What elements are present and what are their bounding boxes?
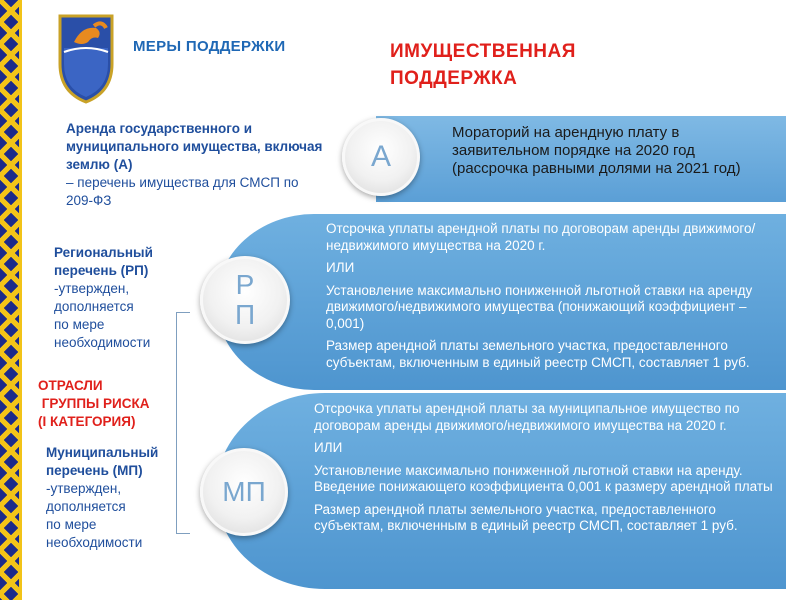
rp-item-or: ИЛИ: [326, 260, 355, 275]
support-measures-title: МЕРЫ ПОДДЕРЖКИ: [133, 38, 286, 55]
risk-group-label: ОТРАСЛИ ГРУППЫ РИСКА (I КАТЕГОРИЯ): [38, 378, 150, 429]
badge-rp: Р П: [200, 256, 290, 344]
regional-list-description: [54, 244, 184, 350]
municipal-title: Муниципальный перечень (МП): [46, 445, 159, 478]
rent-subtitle: – перечень имущества для СМСП по 209-ФЗ: [66, 175, 299, 208]
mp-item-land-rent: Размер арендной платы земельного участка, предоставленного субъектам, включенным в единый реестр СМСП, составляет 1 руб.: [314, 501, 738, 533]
badge-mp: МП: [200, 448, 288, 536]
ornamental-border: [0, 0, 22, 600]
regional-measures-text: [326, 221, 781, 377]
regional-body: -утвержден, дополняется по мере необходимости: [54, 281, 151, 350]
rp-item-deferral: Отсрочка уплаты арендной платы по договорам аренды движимого/недвижимого имущества на 2020 г.: [326, 221, 756, 253]
regional-title: Региональный перечень (РП): [54, 245, 153, 278]
mp-item-deferral: Отсрочка уплаты арендной платы за муниципальное имущество по договорам аренды движимого/недвижимого имущества на 2020 г.: [314, 401, 740, 433]
mp-item-reduced-rate: Установление максимально пониженной льготной ставки на аренду. Введение понижающего коэффициента 0,001 к размеру арендной платы: [314, 462, 773, 494]
mp-item-or: ИЛИ: [314, 440, 343, 455]
property-support-title: ИМУЩЕСТВЕННАЯ ПОДДЕРЖКА: [390, 41, 576, 89]
coat-of-arms-icon: [56, 12, 116, 104]
municipal-measures-text: [314, 401, 784, 541]
municipal-body: -утвержден, дополняется по мере необходимости: [46, 481, 143, 550]
rp-item-land-rent: Размер арендной платы земельного участка, предоставленного субъектам, включенным в единый реестр СМСП, составляет 1 руб.: [326, 338, 750, 370]
rp-item-reduced-rate: Установление максимально пониженной льготной ставки на аренду движимого/недвижимого имущества (понижающий коэффициент – 0,001): [326, 282, 753, 331]
rent-title: Аренда государственного и муниципального имущества, включая землю (А): [66, 121, 323, 172]
badge-a: А: [342, 118, 420, 196]
group-bracket: [176, 312, 190, 534]
moratorium-text: Мораторий на арендную плату в заявительном порядке на 2020 год (рассрочка равными долями на 2021 год): [452, 124, 741, 177]
rent-description: [66, 120, 326, 210]
municipal-list-description: [46, 444, 181, 550]
